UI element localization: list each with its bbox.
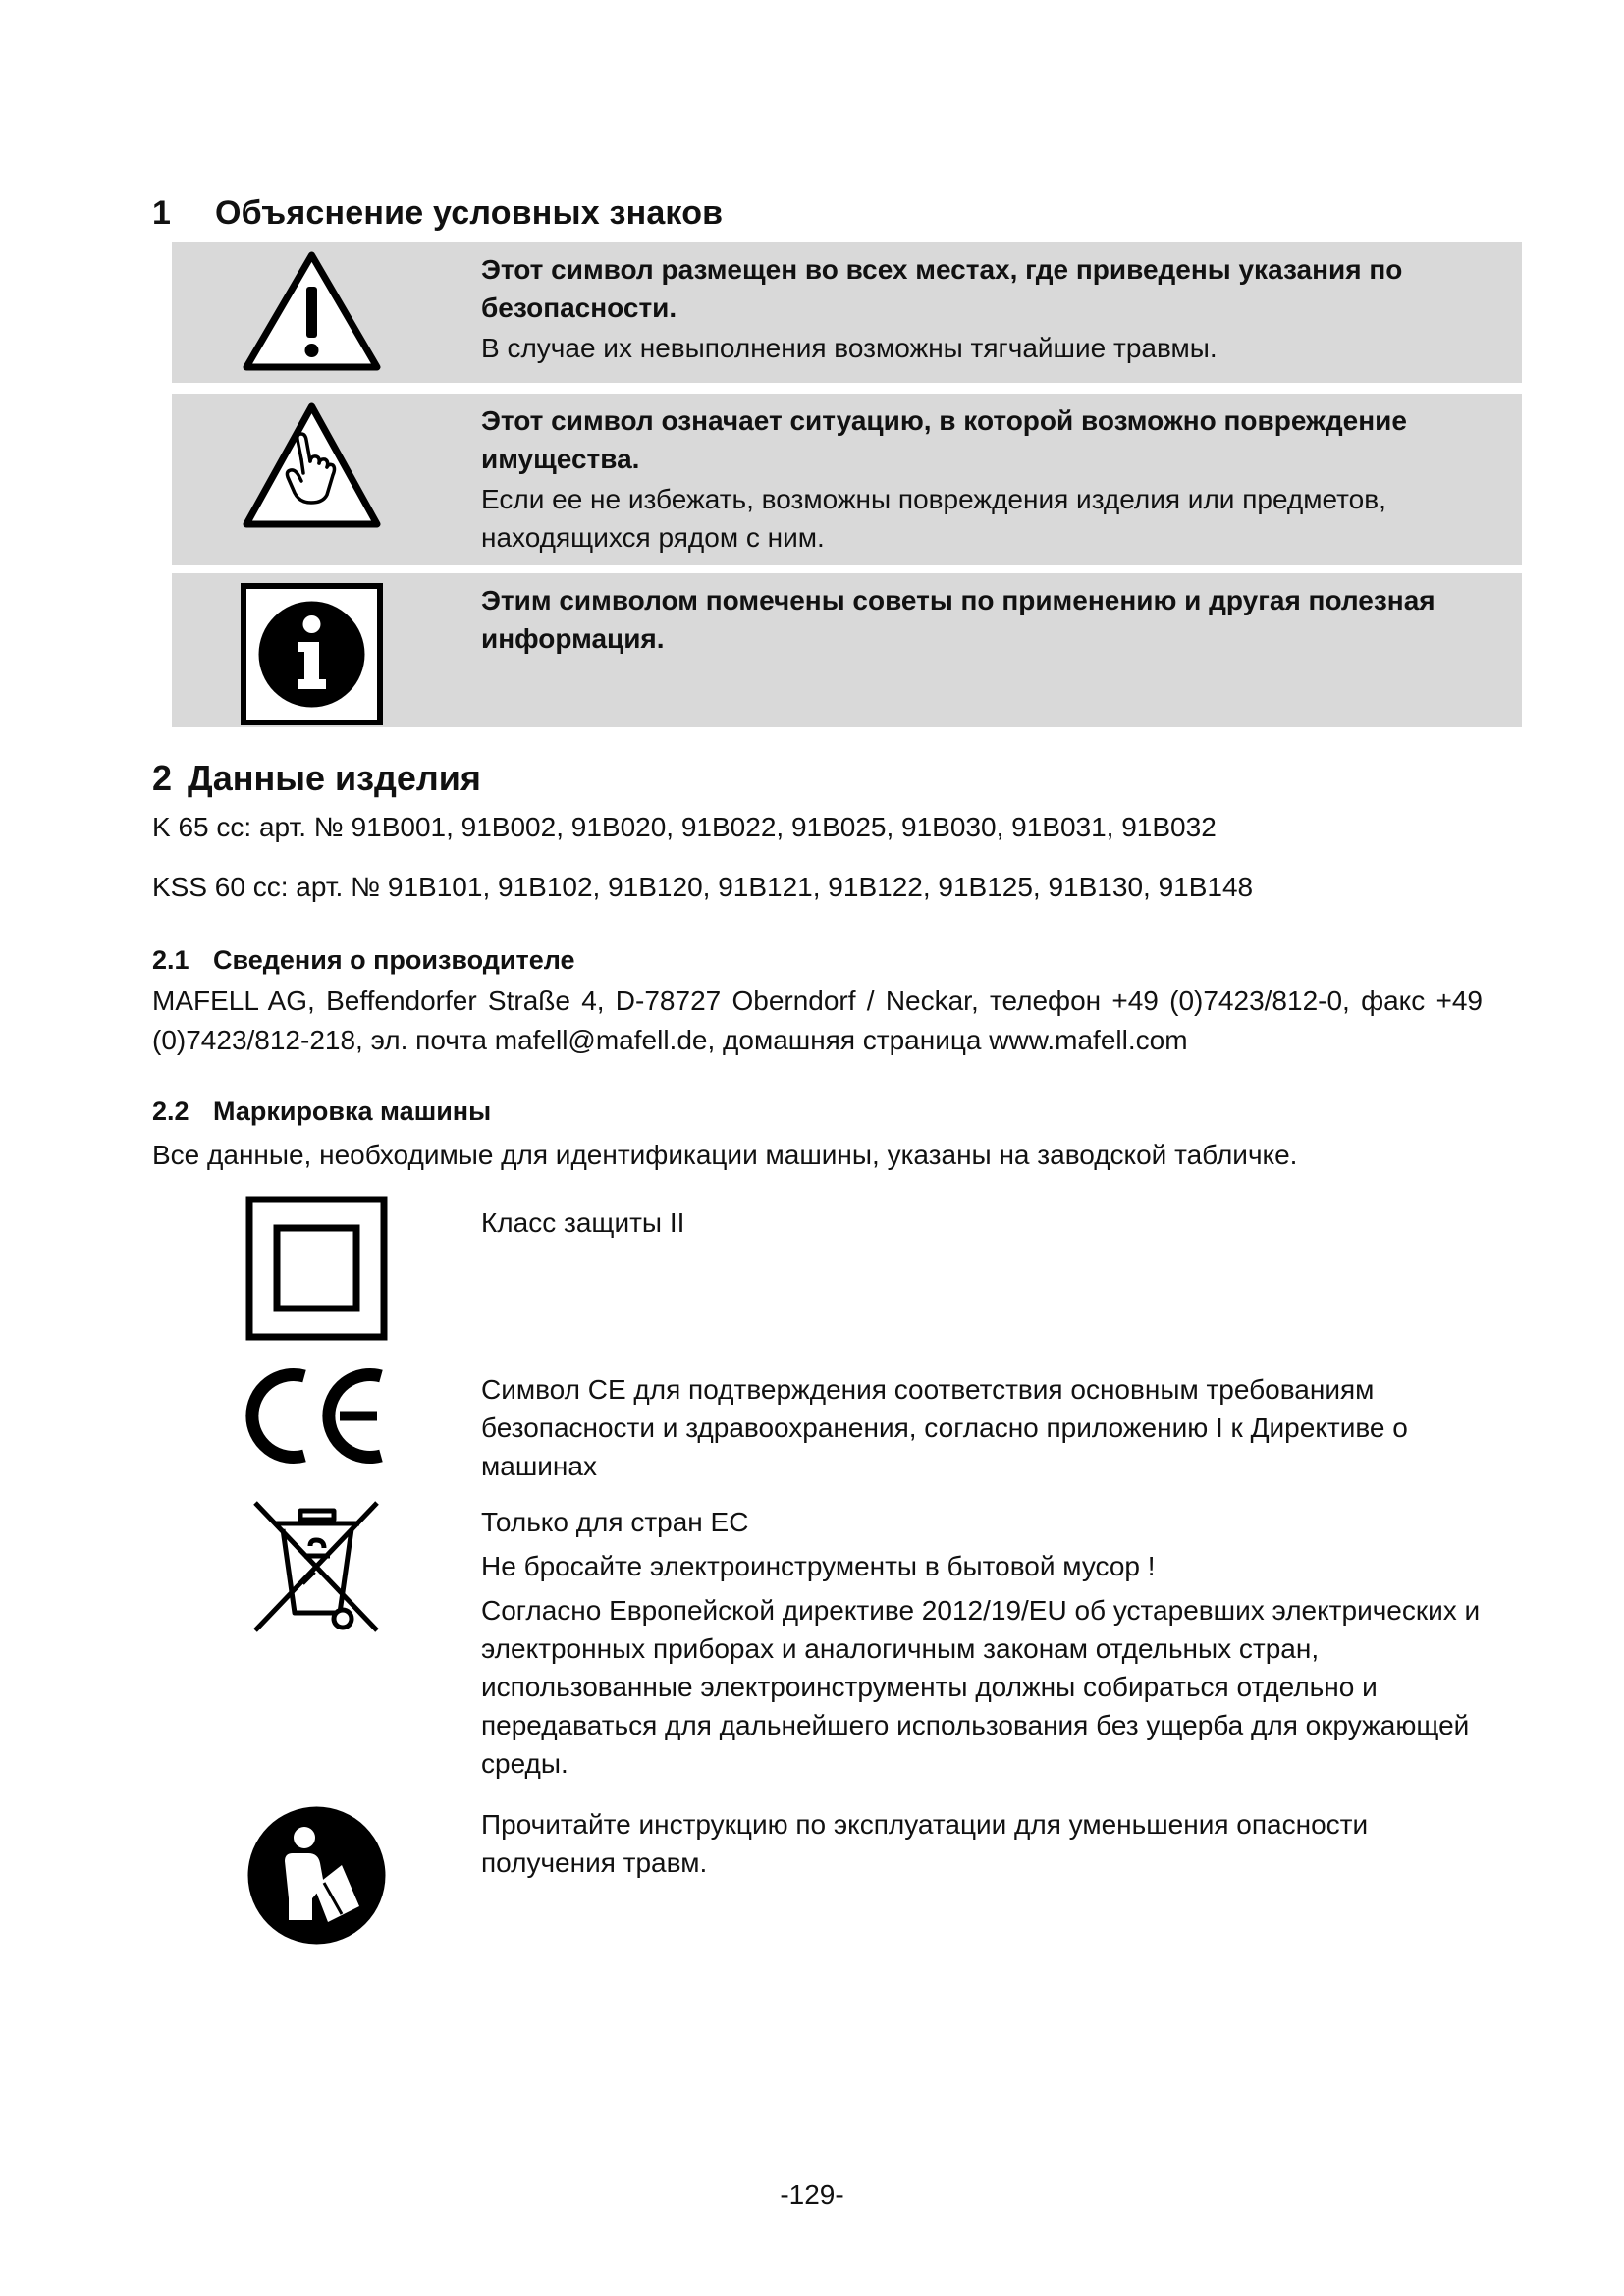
mark-line: Только для стран ЕС: [481, 1507, 749, 1537]
warning-icon: [241, 249, 383, 380]
section-1-heading: [152, 194, 723, 233]
weee-bin-icon: [245, 1497, 388, 1644]
symbol-bold-text: Этим символом помечены советы по применению и другая полезная информация.: [481, 585, 1435, 654]
mark-text-protection-class: [481, 1203, 1502, 1248]
manufacturer-info: MAFELL AG, Beffendorfer Straße 4, D-78727 Oberndorf / Neckar, телефон +49 (0)7423/812-0, факс +49 (0)7423/812-218, эл. почта mafell@mafell.de, домашняя страница www.mafell.com: [152, 986, 1483, 1055]
section-number: 2.2: [152, 1096, 189, 1126]
section-title: Сведения о производителе: [213, 945, 575, 975]
symbol-row-warning: [172, 242, 1522, 383]
symbol-row-property-damage: [172, 394, 1522, 565]
protection-class-ii-icon: [245, 1196, 388, 1346]
product-line-kss60: KSS 60 cc: арт. № 91B101, 91B102, 91B120, 91B121, 91B122, 91B125, 91B130, 91B148: [152, 872, 1254, 902]
symbol-bold-text: Этот символ означает ситуацию, в которой возможно повреждение имущества.: [481, 405, 1407, 474]
mark-text-weee: [481, 1503, 1502, 1789]
section-number: 1: [152, 194, 172, 232]
section-2-2-heading: [152, 1096, 491, 1127]
section-2-1-heading: [152, 945, 575, 976]
mark-line: Согласно Европейской директиве 2012/19/EU об устаревших электрических и электронных приборах и аналогичным законам отдельных стран, использованные электроинструменты должны собираться отдельно и передаваться для дальнейшего использования без ущерба для окружающей среды.: [481, 1595, 1481, 1779]
marking-intro: Все данные, необходимые для идентификации машины, указаны на заводской табличке.: [152, 1140, 1298, 1170]
section-title: Объяснение условных знаков: [215, 194, 724, 232]
mark-line: Не бросайте электроинструменты в бытовой мусор !: [481, 1551, 1156, 1581]
info-icon: [241, 583, 383, 730]
page-number: -129-: [780, 2179, 844, 2210]
caution-hand-icon: [241, 400, 383, 538]
mark-line: Прочитайте инструкцию по эксплуатации для уменьшения опасности получения травм.: [481, 1809, 1369, 1878]
ce-mark-icon: [245, 1364, 388, 1472]
section-number: 2: [152, 758, 173, 798]
mark-line: Класс защиты II: [481, 1207, 685, 1238]
mark-text-ce: [481, 1370, 1502, 1491]
product-line-k65: K 65 cc: арт. № 91B001, 91B002, 91B020, 91B022, 91B025, 91B030, 91B031, 91B032: [152, 812, 1217, 842]
mark-line: Символ CE для подтверждения соответствия основным требованиям безопасности и здравоохранения, согласно приложению I к Директиве о машинах: [481, 1374, 1408, 1481]
symbol-text: В случае их невыполнения возможны тягчайшие травмы.: [481, 333, 1218, 363]
mark-text-read-manual: [481, 1805, 1502, 1888]
section-2-heading: [152, 758, 481, 799]
read-manual-icon: [245, 1804, 388, 1951]
symbol-bold-text: Этот символ размещен во всех местах, где приведены указания по безопасности.: [481, 254, 1403, 323]
symbol-text: Если ее не избежать, возможны повреждения изделия или предметов, находящихся рядом с ним.: [481, 484, 1386, 553]
symbol-row-info: [172, 573, 1522, 727]
section-title: Маркировка машины: [213, 1096, 492, 1126]
section-title: Данные изделия: [188, 758, 481, 798]
section-number: 2.1: [152, 945, 189, 975]
